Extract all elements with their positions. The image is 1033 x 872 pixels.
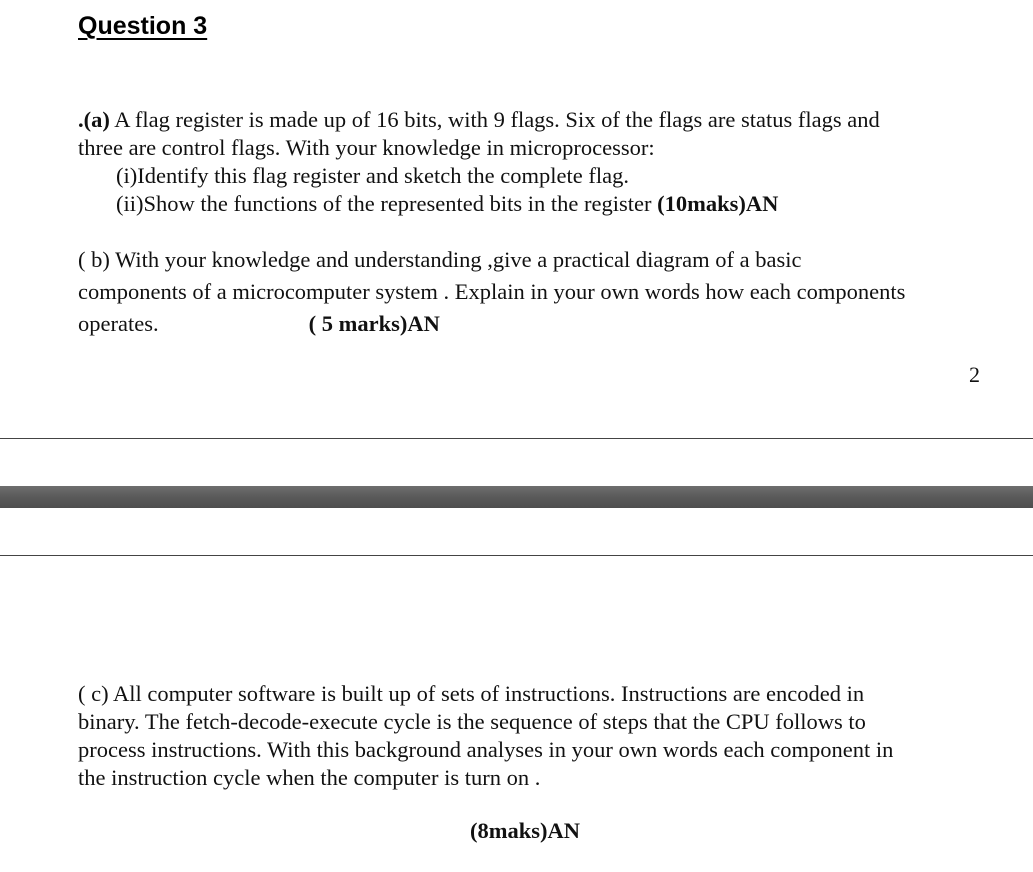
- part-a-item-i: (i)Identify this flag register and sketch the complete flag.: [116, 163, 629, 188]
- part-b-line-2: components of a microcomputer system . Explain in your own words how each components: [78, 279, 906, 304]
- part-a-line-2: three are control flags. With your knowledge in microprocessor:: [78, 135, 655, 160]
- part-c-line-1: ( c) All computer software is built up of sets of instructions. Instructions are encoded in: [78, 681, 865, 706]
- page-number: 2: [969, 362, 980, 387]
- part-b-line-1: ( b) With your knowledge and understanding ,give a practical diagram of a basic: [78, 247, 802, 272]
- part-a-label: .(a): [78, 107, 110, 132]
- question-title: Question 3: [78, 12, 208, 40]
- page-top-rule: [0, 555, 1033, 556]
- part-b-line-3: operates. ( 5 marks)AN: [78, 311, 440, 336]
- part-c-marks: (8maks)AN: [470, 818, 580, 843]
- part-b-marks: ( 5 marks)AN: [308, 311, 440, 336]
- page-gap-bar: [0, 486, 1033, 508]
- part-a: [78, 106, 1008, 218]
- part-a-line-1: .(a) A flag register is made up of 16 bits, with 9 flags. Six of the flags are status flags and: [78, 107, 880, 132]
- part-a-item-ii: (ii)Show the functions of the represented bits in the register (10maks)AN: [116, 191, 779, 216]
- page-bottom-rule: [0, 438, 1033, 439]
- part-c: [78, 680, 1008, 792]
- part-c-line-4: the instruction cycle when the computer is turn on .: [78, 765, 541, 790]
- part-b: [78, 244, 1008, 340]
- part-c-line-3: process instructions. With this background analyses in your own words each component in: [78, 737, 894, 762]
- part-a-marks: (10maks)AN: [657, 191, 779, 216]
- part-c-line-2: binary. The fetch-decode-execute cycle is the sequence of steps that the CPU follows to: [78, 709, 866, 734]
